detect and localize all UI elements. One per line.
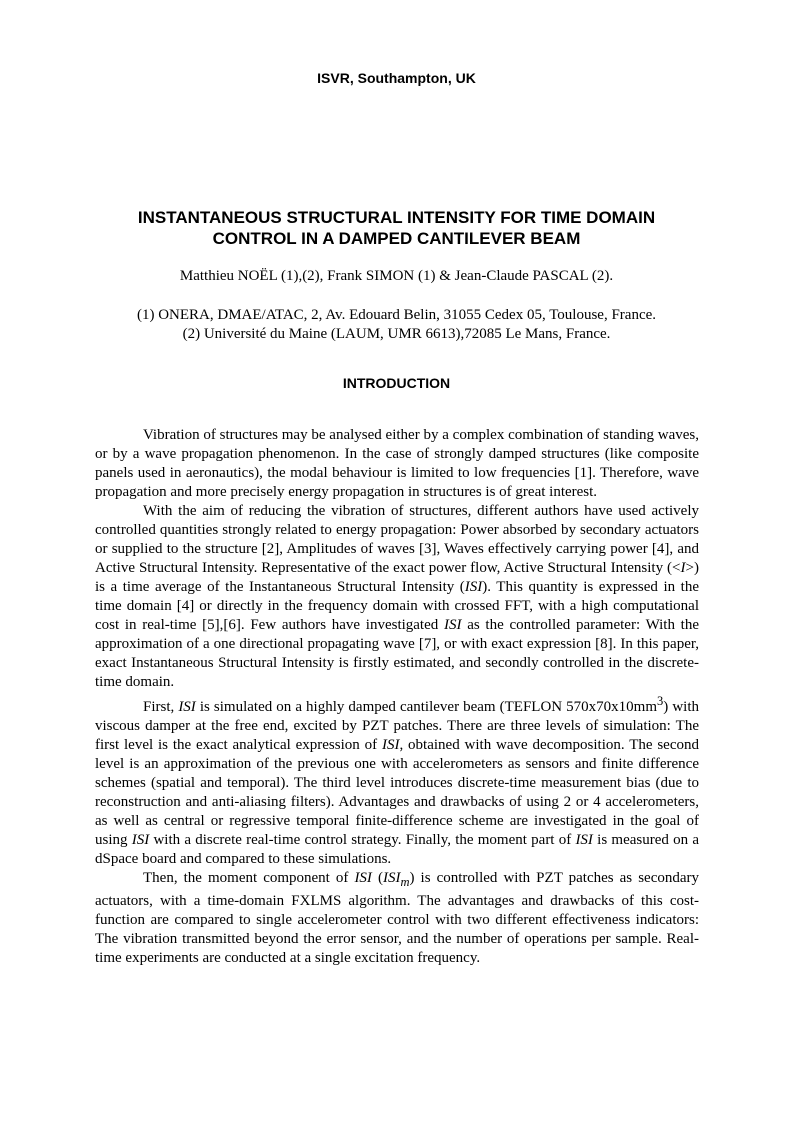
paper-title-line-2: CONTROL IN A DAMPED CANTILEVER BEAM [212,229,581,248]
affiliation-1: (1) ONERA, DMAE/ATAC, 2, Av. Edouard Belin, 31055 Cedex 05, Toulouse, France. [136,307,657,323]
superscript-cubed: 3 [657,694,664,708]
affiliation-2: (2) Université du Maine (LAUM, UMR 6613),72085 Le Mans, France. [182,326,611,342]
term-isi-moment: $ISI_m$ [382,870,410,889]
term-isi: ISI [575,832,593,848]
paragraph-3: First, ISI is simulated on a highly damped cantilever beam (TEFLON $570x70x10mm^3$) with viscous damper at the free end, excited by PZT patches. There are three levels of simulation: The first level is the exact analytical expression of ISI, obtained with wave decomposition. The second level is an approximation of the previous one with accelerometers as sensors and finite difference schemes (spatial and temporal). The third level introduces discrete-time measurement bias (due to reconstruction and anti-aliasing filters). Advantages and drawbacks of using 2 or 4 accelerometers, as well as central or regressive temporal finite-difference scheme are investigated in the goal of using ISI with a discrete real-time control strategy. Finally, the moment part of ISI is measured on a dSpace board and compared to these simulations. [95,694,700,867]
term-isi: ISI [354,870,372,886]
affiliations [0,306,793,344]
term-isi: ISI [178,699,196,715]
paper-title-line-1: INSTANTANEOUS STRUCTURAL INTENSITY FOR TIME DOMAIN [137,208,656,227]
paragraph-4: Then, the moment component of ISI $(ISI_m)$ is controlled with PZT patches as secondary actuators, with a time-domain FXLMS algorithm. The advantages and drawbacks of this cost-function are compared to single accelerometer control with two different effectiveness indicators: The vibration transmitted beyond the error sensor, and the number of operations per sample. Real-time experiments are conducted at a single excitation frequency. [95,870,699,966]
term-isi: ISI [443,617,462,633]
introduction-body [95,426,699,968]
conference-header: ISVR, Southampton, UK [317,70,476,86]
paragraph-2: With the aim of reducing the vibration of structures, different authors have used actively controlled quantities strongly related to energy propagation: Power absorbed by secondary actuators or supplied to the structure [2], Amplitudes of waves [3], Waves effectively carrying power [4], and Active Structural Intensity. Representative of the exact power flow, Active Structural Intensity (<I>) is a time average of the Instantaneous Structural Intensity (ISI). This quantity is expressed in the time domain [4] or directly in the frequency domain with crossed FFT, with a high computational cost in real-time [5],[6]. Few authors have investigated ISI as the controlled parameter: With the approximation of a one directional propagating wave [7], or with exact expression [8]. In this paper, exact Instantaneous Structural Intensity is firstly estimated, and secondly controlled in the discrete-time domain. [95,503,699,690]
term-active-intensity: I [680,560,686,576]
term-isi: ISI [464,579,483,595]
subscript-m: m [400,875,410,889]
section-heading-introduction: INTRODUCTION [342,375,451,391]
term-isi: ISI [381,737,400,753]
paragraph-1: Vibration of structures may be analysed either by a complex combination of standing waves, or by a wave propagation phenomenon. In the case of strongly damped structures (like composite panels used in aeronautics), the modal behaviour is limited to low frequencies [1]. Therefore, wave propagation and more precisely energy propagation in structures is of great interest. [95,427,699,500]
term-isi: ISI [131,832,150,848]
author-list: Matthieu NOËL (1),(2), Frank SIMON (1) & Jean-Claude PASCAL (2). [179,268,614,284]
paper-title [60,207,733,249]
